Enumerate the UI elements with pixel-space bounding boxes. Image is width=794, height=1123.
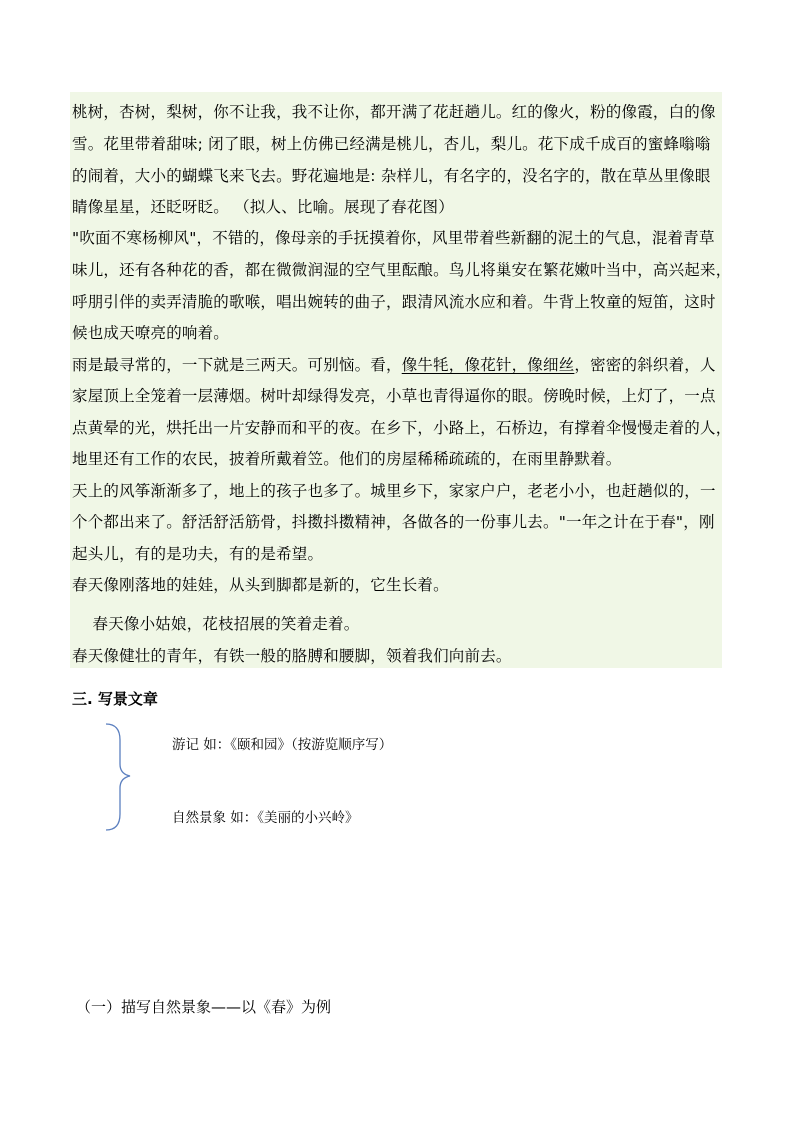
passage-line: 春天像健壮的青年，有铁一般的胳膊和腰脚，领着我们向前去。 xyxy=(72,647,512,665)
passage-line: 呼朋引伴的卖弄清脆的歌喉，唱出婉转的曲子，跟清风流水应和着。牛背上牧童的短笛，这时 xyxy=(72,293,716,311)
passage-line: "吹面不寒杨柳风"，不错的，像母亲的手抚摸着你，风里带着些新翻的泥土的气息，混着青草 xyxy=(72,229,715,247)
passage-line: 个个都出来了。舒活舒活筋骨，抖擞抖擞精神，各做各的一份事儿去。"一年之计在于春"，刚 xyxy=(72,513,715,531)
passage-line: 天上的风筝渐渐多了，地上的孩子也多了。城里乡下，家家户户，老老小小，也赶趟似的，一 xyxy=(72,482,716,500)
passage-line: 桃树，杏树，梨树，你不让我，我不让你，都开满了花赶趟儿。红的像火，粉的像霞，白的像 xyxy=(72,103,716,121)
passage-line: 候也成天嘹亮的响着。 xyxy=(72,324,230,342)
passage-line: 味儿，还有各种花的香，都在微微润湿的空气里酝酿。鸟儿将巢安在繁花嫩叶当中，高兴起来， xyxy=(72,261,732,279)
passage-line: 雪。花里带着甜味; 闭了眼，树上仿佛已经满是桃儿，杏儿，梨儿。花下成千成百的蜜蜂嗡嗡 xyxy=(72,135,711,153)
passage-line: 春天像小姑娘，花枝招展的笑着走着。 xyxy=(72,615,360,633)
passage-line: 点黄晕的光，烘托出一片安静而和平的夜。在乡下，小路上，石桥边，有撑着伞慢慢走着的人， xyxy=(72,419,732,437)
passage-line: 家屋顶上全笼着一层薄烟。树叶却绿得发亮，小草也青得逼你的眼。傍晚时候，上灯了，一点 xyxy=(72,387,716,405)
section-three-title: 三. 写景文章 xyxy=(72,690,158,708)
passage-line: 的闹着，大小的蝴蝶飞来飞去。野花遍地是: 杂样儿，有名字的，没名字的，散在草丛里像眼 xyxy=(72,167,711,185)
subsection-title: （一）描写自然景象——以《春》为例 xyxy=(76,998,332,1016)
rain-underlined-phrase: 像牛牦，像花针，像细丝 xyxy=(401,356,575,374)
passage-line: 睛像星星，还眨呀眨。 （拟人、比喻。展现了春花图） xyxy=(72,198,454,216)
passage-line: 春天像刚落地的娃娃，从头到脚都是新的，它生长着。 xyxy=(72,576,449,594)
curly-brace-icon xyxy=(100,722,134,834)
passage-line-rain xyxy=(72,355,716,375)
passage-line: 地里还有工作的农民，披着所戴着笠。他们的房屋稀稀疏疏的，在雨里静默着。 xyxy=(72,450,622,468)
passage-line: 起头儿，有的是功夫，有的是希望。 xyxy=(72,545,324,563)
outline-item-travelogue: 游记 如：《颐和园》（按游览顺序写） xyxy=(172,737,393,753)
rain-text-after: ，密密的斜织着，人 xyxy=(574,356,716,374)
rain-text-before: 雨是最寻常的，一下就是三两天。可别恼。看， xyxy=(72,356,402,374)
outline-item-natural-scenery: 自然景象 如：《美丽的小兴岭》 xyxy=(172,810,359,826)
